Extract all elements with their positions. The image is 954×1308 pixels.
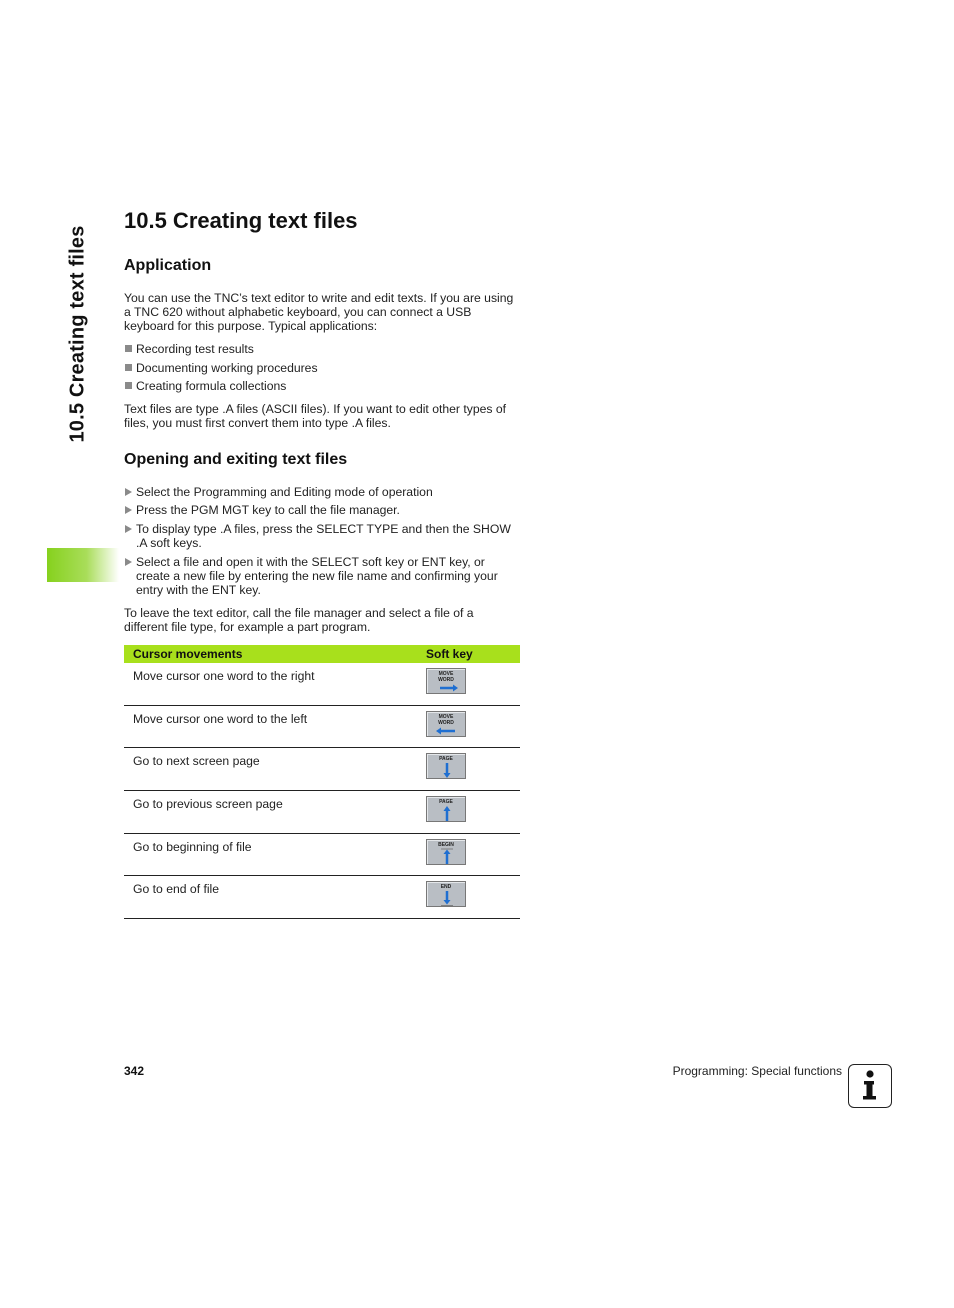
page-number: 342: [124, 1064, 145, 1078]
table-row: [124, 747, 520, 790]
row-description: Move cursor one word to the left: [124, 705, 424, 747]
step-arrow-icon: [125, 558, 132, 566]
table-row: [124, 663, 520, 705]
step-item: To display type .A files, press the SELECT TYPE and then the SHOW .A soft keys.: [124, 522, 520, 550]
page-down-softkey[interactable]: PAGE: [426, 753, 466, 779]
square-bullet-icon: [125, 345, 132, 352]
application-heading: Application: [124, 257, 212, 274]
arrow-left-icon: [427, 712, 467, 738]
step-arrow-icon: [125, 488, 132, 496]
row-description: Move cursor one word to the right: [124, 663, 424, 705]
square-bullet-icon: [125, 382, 132, 389]
step-arrow-icon: [125, 525, 132, 533]
column-header-cursor-movements: Cursor movements: [124, 645, 424, 663]
step-arrow-icon: [125, 506, 132, 514]
row-description: Go to next screen page: [124, 747, 424, 790]
step-item: Press the PGM MGT key to call the file manager.: [124, 503, 520, 517]
chapter-tab-marker: [47, 548, 119, 582]
arrow-down-icon: [427, 882, 467, 908]
step-item: Select a file and open it with the SELECT soft key or ENT key, or create a new file by entering the new file name and confirming your entry with the ENT key.: [124, 555, 520, 597]
footer-section: Programming: Special functions: [672, 1064, 842, 1078]
step-item: Select the Programming and Editing mode of operation: [124, 485, 520, 499]
opening-heading: Opening and exiting text files: [124, 451, 348, 468]
column-header-soft-key: Soft key: [424, 645, 520, 663]
cursor-movements-table: [124, 645, 520, 919]
info-icon: [848, 1064, 892, 1108]
list-item: Recording test results: [124, 342, 520, 356]
row-description: Go to beginning of file: [124, 833, 424, 875]
page-up-softkey[interactable]: PAGE: [426, 796, 466, 822]
row-description: Go to end of file: [124, 875, 424, 918]
sidebar-chapter-title: 10.5 Creating text files: [66, 225, 89, 443]
arrow-up-icon: [427, 840, 467, 866]
list-item: Documenting working procedures: [124, 361, 520, 375]
application-intro: You can use the TNC’s text editor to write and edit texts. If you are using a TNC 620 without alphabetic keyboard, you can connect a USB keyboard for this purpose. Typical applications:: [124, 291, 514, 333]
page-title: 10.5 Creating text files: [124, 208, 358, 233]
application-note: Text files are type .A files (ASCII files). If you want to edit other types of files, you must first convert them into type .A files.: [124, 402, 507, 430]
end-file-softkey[interactable]: END: [426, 881, 466, 907]
arrow-right-icon: [427, 669, 467, 695]
row-description: Go to previous screen page: [124, 790, 424, 833]
table-row: [124, 833, 520, 875]
move-word-right-softkey[interactable]: MOVE WORD: [426, 668, 466, 694]
move-word-left-softkey[interactable]: MOVE WORD: [426, 711, 466, 737]
list-item: Creating formula collections: [124, 379, 520, 393]
table-row: [124, 705, 520, 747]
square-bullet-icon: [125, 364, 132, 371]
arrow-down-icon: [427, 754, 467, 780]
begin-file-softkey[interactable]: BEGIN: [426, 839, 466, 865]
leave-editor-text: To leave the text editor, call the file manager and select a file of a different file type, for example a part program.: [124, 606, 474, 634]
table-row: [124, 790, 520, 833]
arrow-up-icon: [427, 797, 467, 823]
table-row: [124, 875, 520, 918]
